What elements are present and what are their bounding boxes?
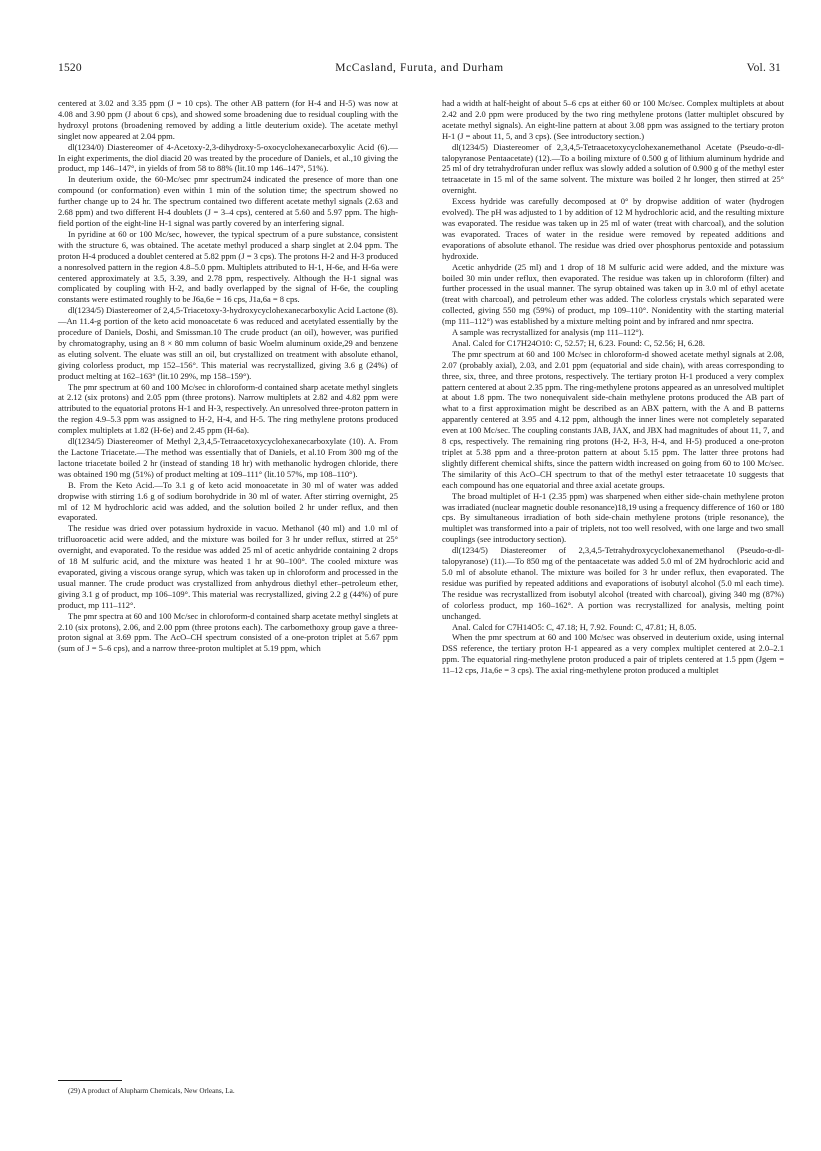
paragraph: The residue was dried over potassium hydroxide in vacuo. Methanol (40 ml) and 1.0 ml of trifluoroacetic acid were added, and the mixture was boiled for 3 hr under reflux, stirred at 25° overnight, and evaporated. To the residue was added 25 ml of acetic anhydride containing 2 drops of 18 M sulfuric acid, and the mixture was heated 1 hr at 90–100°. The cooled mixture was evaporated, giving a viscous orange syrup, which was taken up in chloroform and processed in the usual manner. The crude product was crystallized from anhydrous diethyl ether–petroleum ether, giving 3.1 g of product, mp 106–109°. This material was recrystallized, giving 2.2 g (44%) of pure product, mp 111–112°. xyxy=(58,523,398,610)
running-authors: McCasland, Furuta, and Durham xyxy=(335,62,504,74)
running-header xyxy=(58,62,781,78)
paragraph: In pyridine at 60 or 100 Mc/sec, however, the typical spectrum of a pure substance, consistent with the structure 6, was obtained. The acetate methyl produced a sharp singlet at 2.04 ppm. The proton H-4 produced a doublet centered at 5.82 ppm (J = 3 cps). The protons H-2 and H-3 produced a nonresolved pattern in the region 4.8–5.0 ppm. Multiplets attributed to H-1, H-6e, and H-6a were centered approximately at 3.5, 3.39, and 2.78 ppm, respectively. Although the H-1 signal was complicated by coupling with H-2, and badly overlapped by the signal of H-6e, the coupling constants were estimated roughly to be J6a,6e = 16 cps, J1a,6a = 8 cps. xyxy=(58,228,398,305)
page-number: 1520 xyxy=(58,62,82,74)
paragraph: dl(1234/5) Diastereomer of 2,3,4,5-Tetraacetoxycyclohexanemethanol Acetate (Pseudo-α-dl-talopyranose Pentaacetate) (12).—To a boiling mixture of 0.500 g of lithium aluminum hydride and 25 ml of dry tetrahydrofuran under reflux was slowly added a solution of 0.900 g of the methyl ester tetraacetate in 15 ml of the same solvent. The mixture was boiled 2 hr longer, then stirred at 25° overnight. xyxy=(442,141,784,196)
right-column xyxy=(442,98,784,676)
paragraph: Acetic anhydride (25 ml) and 1 drop of 18 M sulfuric acid were added, and the mixture was boiled 30 min under reflux, then evaporated. The residue was taken up in chloroform (filter) and further processed in the usual manner. The syrup obtained was taken up in 3.0 ml of ethyl acetate (treat with charcoal), and petroleum ether was added. The colorless crystals which separated were collected, giving 550 mg (59%) of product, mp 109–110°. Nonidentity with the starting material (mp 111–112°) was established by a mixture melting point and by infrared and nmr spectra. xyxy=(442,261,784,327)
paragraph: dl(1234/5) Diastereomer of 2,4,5-Triacetoxy-3-hydroxycyclohexanecarboxylic Acid Lactone (8).—An 11.4-g portion of the keto acid monoacetate 6 was reduced and acetylated essentially by the procedure of Daniels, Doshi, and Smissman.10 The crude product (an oil), however, was purified by chromatography, using an 8 × 80 mm column of basic Woelm aluminum oxide,29 and benzene as eluting solvent. The eluate was still an oil, but crystallized on treatment with absolute ethanol, giving colorless product, mp 152–156°. This material was recrystallized, giving 3.6 g (24%) of product melting at 162–163° (lit.10 29%, mp 158–159°). xyxy=(58,305,398,381)
paragraph: dl(1234/5) Diastereomer of Methyl 2,3,4,5-Tetraacetoxycyclohexanecarboxylate (10). A. From the Lactone Triacetate.—The method was essentially that of Daniels, et al.10 From 300 mg of the lactone triacetate boiled 2 hr (instead of standing 18 hr) with methanolic hydrogen chloride, there was obtained 190 mg (51%) of product melting at 109–111° (lit.10 57%, mp 108–110°). xyxy=(58,436,398,479)
footnote: (29) A product of Alupharm Chemicals, New Orleans, La. xyxy=(68,1087,235,1095)
paragraph: B. From the Keto Acid.—To 3.1 g of keto acid monoacetate in 30 ml of water was added dropwise with stirring 1.6 g of sodium borohydride in 30 ml of water. After stirring overnight, 25 ml of 12 M hydrochloric acid was added, and the solution boiled 2 hr under reflux, and then evaporated. xyxy=(58,479,398,523)
paragraph: The pmr spectrum at 60 and 100 Mc/sec in chloroform-d contained sharp acetate methyl singlets at 2.12 (six protons) and 2.05 ppm (three protons). Narrow multiplets at 2.82 and 4.82 ppm were attributed to the equatorial protons H-1 and H-3, respectively. An unresolved three-proton pattern in the region 4.9–5.3 ppm was assigned to H-2, H-4, and H-5. The ring methylene protons produced complex multiplets at 1.82 (H-6e) and 2.45 ppm (H-6a). xyxy=(58,381,398,436)
paragraph: Anal. Calcd for C7H14O5: C, 47.18; H, 7.92. Found: C, 47.81; H, 8.05. xyxy=(452,621,697,632)
paragraph: centered at 3.02 and 3.35 ppm (J = 10 cps). The other AB pattern (for H-4 and H-5) was now at 4.08 and 3.90 ppm (J about 6 cps), and showed some broadening due to residual coupling with the hydroxyl protons (broadening removed by adding a little deuterium oxide). The acetate methyl singlet now appeared at 2.04 ppm. xyxy=(58,98,398,141)
paragraph: In deuterium oxide, the 60-Mc/sec pmr spectrum24 indicated the presence of more than one compound (or conformation) even within 1 min of the solution time; the spectrum showed no further change up to 24 hr. The spectrum contained two different acetate methyl signals (2.63 and 2.68 ppm) and two different H-4 doublets (J = 3–4 cps), centered at 5.60 and 5.97 ppm. The high-field portion of the eight-line H-1 signal was partly covered by an interfering signal. xyxy=(58,174,398,228)
paragraph: A sample was recrystallized for analysis (mp 111–112°). xyxy=(452,327,644,338)
paragraph: dl(1234/0) Diastereomer of 4-Acetoxy-2,3-dihydroxy-5-oxocyclohexanecarboxylic Acid (6).—In eight experiments, the diol diacid 20 was treated by the procedure of Daniels, et al.,10 giving the product, mp 146–147°, in yields of from 58 to 88% (lit.10 mp 146–147°, 51%). xyxy=(58,141,398,174)
paragraph: dl(1234/5) Diastereomer of 2,3,4,5-Tetrahydroxycyclohexanemethanol (Pseudo-α-dl-talopyranose) (11).—To 850 mg of the pentaacetate was added 5.0 ml of 2M hydrochloric acid and 5.0 ml of absolute ethanol. The mixture was boiled for 3 hr under reflux, then evaporated. The residue was purified by repeated additions and evaporations of isobutyl alcohol (5.0 ml each time). The residue was recrystallized from isobutyl alcohol (treated with charcoal), giving 340 mg (87%) of colorless product, mp 160–162°. A portion was recrystallized for analysis, melting point unchanged. xyxy=(442,545,784,621)
paragraph: Anal. Calcd for C17H24O10: C, 52.57; H, 6.23. Found: C, 52.56; H, 6.28. xyxy=(452,337,705,348)
footnote-rule xyxy=(58,1080,122,1081)
paragraph: had a width at half-height of about 5–6 cps at either 60 or 100 Mc/sec. Complex multiplets at about 2.42 and 2.0 ppm were produced by the two ring methylene protons (latter multiplet obscured by acetate methyl signals). An eight-line pattern at about 3.08 ppm was assigned to the tertiary proton H-1 (J = about 11, 5, and 3 cps). (See introductory section.) xyxy=(442,98,784,141)
paragraph: The pmr spectrum at 60 and 100 Mc/sec in chloroform-d showed acetate methyl signals at 2.08, 2.07 (probably axial), 2.03, and 2.01 ppm (equatorial and side chain), with areas corresponding to three, six, three, and three protons, respectively. The tertiary proton H-1 produced a very complex pattern centered at about 2.35 ppm. The ring-methylene protons appeared as an unresolved multiplet at about 1.8 ppm. The two nonequivalent side-chain methylene protons produced the AB part of what to a first approximation might be described as an ABX pattern, with the A and B patterns apparently centered at 3.95 and 4.12 ppm, although the inner lines were not completely separated even at 100 Mc/sec. The coupling constants JAB, JAX, and JBX had magnitudes of about 11, 7, and 8 cps, respectively. The remaining ring protons (H-2, H-3, H-4, and H-5) produced a one-proton triplet at 5.38 ppm and a three-proton pattern at about 5.15 ppm. The latter three protons had slightly different chemical shifts, since the pattern width increased on going from 60 to 100 Mc/sec. The similarity of this AcO–CH spectrum to that of the methyl ester tetraacetate 10 suggests that each compound has one equatorial and three axial acetate groups. xyxy=(442,348,784,490)
volume-label: Vol. 31 xyxy=(746,62,781,74)
paragraph: When the pmr spectrum at 60 and 100 Mc/sec was observed in deuterium oxide, using internal DSS reference, the tertiary proton H-1 appeared as a very complex multiplet centered at 2.0–2.1 ppm. The equatorial ring-methylene proton produced a pair of triplets centered at 1.5 ppm (Jgem = 11–12 cps, J1a,6e = 3 cps). The axial ring-methylene proton produced a multiplet xyxy=(442,632,784,676)
paragraph: The broad multiplet of H-1 (2.35 ppm) was sharpened when either side-chain methylene proton was irradiated (nuclear magnetic double resonance)18,19 using a frequency difference of 160 or 180 cps. By simultaneous irradiation of both side-chain methylene protons (triple resonance), the multiplet was transformed into a pair of triplets, not too well resolved, with one large and two small couplings (see introductory section). xyxy=(442,490,784,545)
left-column xyxy=(58,98,398,654)
paragraph: The pmr spectra at 60 and 100 Mc/sec in chloroform-d contained sharp acetate methyl singlets at 2.10 (six protons), 2.06, and 2.00 ppm (three protons each). The carbomethoxy group gave a three-proton signal at 3.69 ppm. The AcO–CH spectrum consisted of a one-proton triplet at 5.67 ppm (sum of J = 5–6 cps), and a narrow three-proton multiplet at 5.19 ppm, which xyxy=(58,610,398,654)
paragraph: Excess hydride was carefully decomposed at 0° by dropwise addition of water (hydrogen evolved). The pH was adjusted to 1 by addition of 12 M hydrochloric acid, and the resulting mixture was evaporated. The residue was taken up in 25 ml of water (treat with charcoal), and the solution was evaporated. Traces of water in the residue were removed by repeated additions and evaporations of absolute ethanol. The residue was dried over phosphorus pentoxide and potassium hydroxide. xyxy=(442,196,784,261)
